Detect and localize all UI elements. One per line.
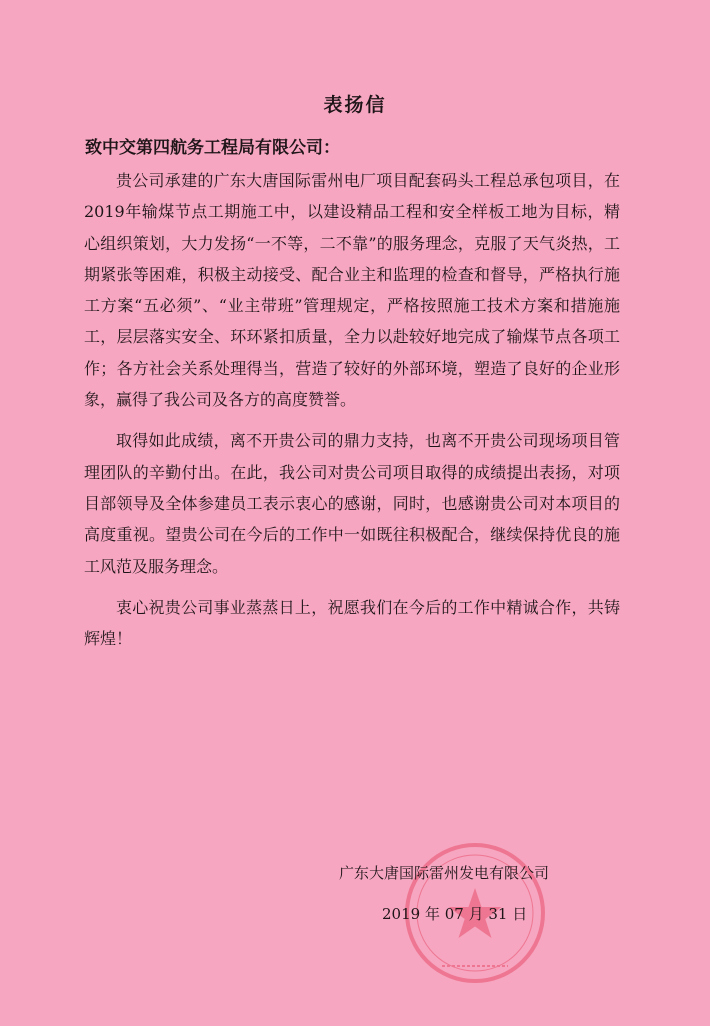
paragraph-1: 贵公司承建的广东大唐国际雷州电厂项目配套码头工程总承包项目，在2019年输煤节点工期施工中，以建设精品工程和安全样板工地为目标，精心组织策划，大力发扬“一不等，二不靠”的服务理念，克服了天气炎热，工期紧张等困难，积极主动接受、配合业主和监理的检查和督导，严格执行施工方案“五必须”、“业主带班”管理规定，严格按照施工技术方案和措施施工，层层落实安全、环环紧扣质量，全力以赴较好地完成了输煤节点各项工作；各方社会关系处理得当，营造了较好的外部环境，塑造了良好的企业形象，赢得了我公司及各方的高度赞誉。 — [84, 171, 620, 410]
paragraph-3: 衷心祝贵公司事业蒸蒸日上，祝愿我们在今后的工作中精诚合作，共铸辉煌！ — [84, 597, 620, 649]
letter-title: 表扬信 — [323, 94, 387, 116]
recipient-line: 致中交第四航务工程局有限公司： — [85, 138, 340, 158]
signature-company: 广东大唐国际雷州发电有限公司 — [339, 864, 550, 882]
paragraph-2: 取得如此成绩，离不开贵公司的鼎力支持，也离不开贵公司现场项目管理团队的辛勤付出。在此，我公司对贵公司项目取得的成绩提出表扬，对项目部领导及全体参建员工表示衷心的感谢，同时，也感谢贵公司对本项目的高度重视。望贵公司在今后的工作中一如既往积极配合，继续保持优良的施工风范及服务理念。 — [84, 431, 620, 576]
signature-block — [300, 858, 600, 978]
signature-date: 2019 年 07 月 31 日 — [382, 905, 528, 923]
letter-body — [84, 165, 620, 664]
